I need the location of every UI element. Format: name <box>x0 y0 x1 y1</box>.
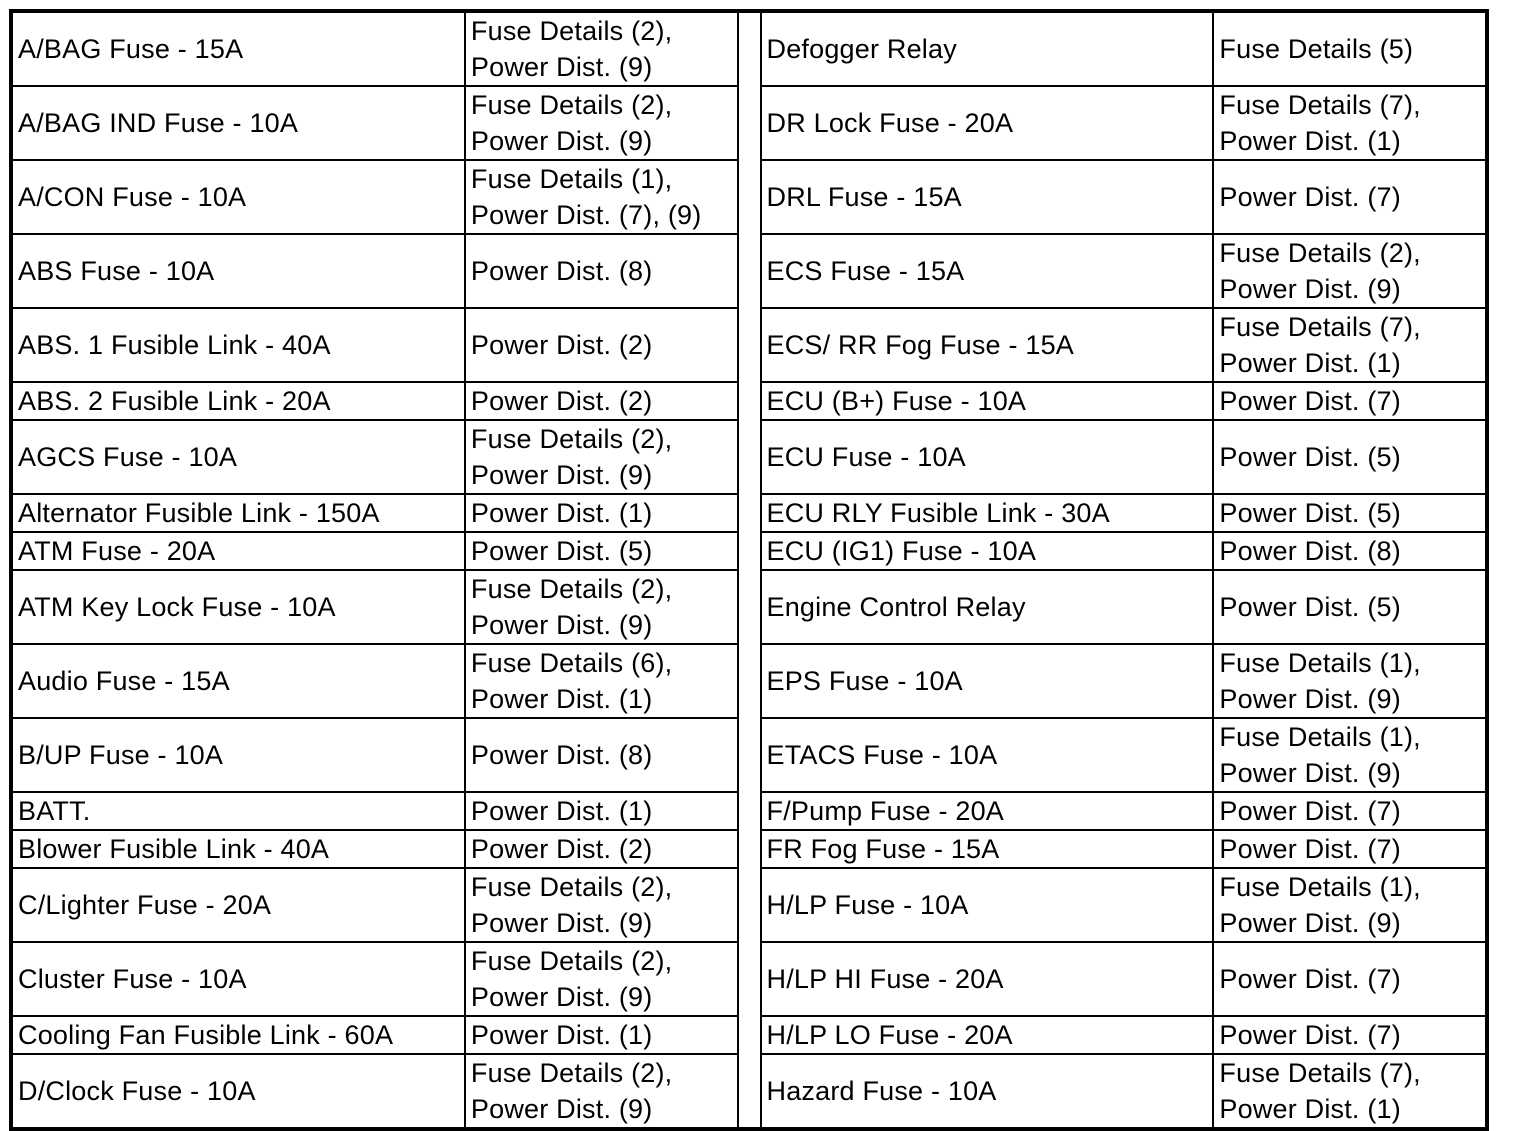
left-reference-cell: Fuse Details (2), Power Dist. (9) <box>465 86 739 160</box>
table-row <box>11 868 1487 942</box>
column-gap <box>738 494 760 532</box>
right-reference-cell: Power Dist. (7) <box>1213 382 1487 420</box>
table-row <box>11 1016 1487 1054</box>
column-gap <box>738 792 760 830</box>
left-reference-cell: Power Dist. (1) <box>465 792 739 830</box>
right-reference-cell: Power Dist. (7) <box>1213 1016 1487 1054</box>
right-circuit-cell: H/LP Fuse - 10A <box>761 868 1214 942</box>
right-circuit-cell: Hazard Fuse - 10A <box>761 1054 1214 1129</box>
left-circuit-cell: ABS Fuse - 10A <box>11 234 465 308</box>
table-row <box>11 718 1487 792</box>
column-gap <box>738 86 760 160</box>
column-gap <box>738 234 760 308</box>
left-reference-cell: Power Dist. (1) <box>465 494 739 532</box>
left-circuit-cell: A/BAG Fuse - 15A <box>11 11 465 86</box>
right-circuit-cell: H/LP LO Fuse - 20A <box>761 1016 1214 1054</box>
left-reference-cell: Fuse Details (2), Power Dist. (9) <box>465 868 739 942</box>
right-circuit-cell: EPS Fuse - 10A <box>761 644 1214 718</box>
left-circuit-cell: B/UP Fuse - 10A <box>11 718 465 792</box>
left-reference-cell: Fuse Details (2), Power Dist. (9) <box>465 942 739 1016</box>
right-circuit-cell: ECS Fuse - 15A <box>761 234 1214 308</box>
left-circuit-cell: ABS. 1 Fusible Link - 40A <box>11 308 465 382</box>
table-row <box>11 234 1487 308</box>
left-circuit-cell: Blower Fusible Link - 40A <box>11 830 465 868</box>
left-circuit-cell: ABS. 2 Fusible Link - 20A <box>11 382 465 420</box>
right-reference-cell: Fuse Details (1), Power Dist. (9) <box>1213 644 1487 718</box>
fuse-table-body <box>11 11 1487 1129</box>
column-gap <box>738 420 760 494</box>
column-gap <box>738 868 760 942</box>
left-reference-cell: Power Dist. (2) <box>465 830 739 868</box>
right-reference-cell: Power Dist. (7) <box>1213 160 1487 234</box>
column-gap <box>738 1054 760 1129</box>
column-gap <box>738 1016 760 1054</box>
right-circuit-cell: H/LP HI Fuse - 20A <box>761 942 1214 1016</box>
left-reference-cell: Power Dist. (8) <box>465 718 739 792</box>
table-row <box>11 644 1487 718</box>
left-reference-cell: Fuse Details (2), Power Dist. (9) <box>465 570 739 644</box>
right-circuit-cell: ETACS Fuse - 10A <box>761 718 1214 792</box>
left-reference-cell: Power Dist. (2) <box>465 382 739 420</box>
right-circuit-cell: Engine Control Relay <box>761 570 1214 644</box>
right-reference-cell: Power Dist. (5) <box>1213 570 1487 644</box>
column-gap <box>738 644 760 718</box>
left-reference-cell: Power Dist. (2) <box>465 308 739 382</box>
left-circuit-cell: Alternator Fusible Link - 150A <box>11 494 465 532</box>
right-reference-cell: Fuse Details (2), Power Dist. (9) <box>1213 234 1487 308</box>
right-circuit-cell: ECU Fuse - 10A <box>761 420 1214 494</box>
right-reference-cell: Power Dist. (5) <box>1213 420 1487 494</box>
left-circuit-cell: A/BAG IND Fuse - 10A <box>11 86 465 160</box>
table-row <box>11 160 1487 234</box>
left-circuit-cell: BATT. <box>11 792 465 830</box>
right-reference-cell: Fuse Details (7), Power Dist. (1) <box>1213 308 1487 382</box>
left-reference-cell: Fuse Details (2), Power Dist. (9) <box>465 11 739 86</box>
table-row <box>11 420 1487 494</box>
column-gap <box>738 830 760 868</box>
left-circuit-cell: AGCS Fuse - 10A <box>11 420 465 494</box>
table-row <box>11 86 1487 160</box>
table-row <box>11 494 1487 532</box>
left-reference-cell: Fuse Details (2), Power Dist. (9) <box>465 420 739 494</box>
right-circuit-cell: ECS/ RR Fog Fuse - 15A <box>761 308 1214 382</box>
column-gap <box>738 570 760 644</box>
left-circuit-cell: Cooling Fan Fusible Link - 60A <box>11 1016 465 1054</box>
table-row <box>11 792 1487 830</box>
right-circuit-cell: FR Fog Fuse - 15A <box>761 830 1214 868</box>
table-row <box>11 830 1487 868</box>
table-row <box>11 942 1487 1016</box>
left-circuit-cell: ATM Fuse - 20A <box>11 532 465 570</box>
right-reference-cell: Power Dist. (5) <box>1213 494 1487 532</box>
fuse-index-table <box>9 9 1489 1131</box>
right-reference-cell: Fuse Details (1), Power Dist. (9) <box>1213 868 1487 942</box>
right-reference-cell: Power Dist. (7) <box>1213 830 1487 868</box>
right-reference-cell: Fuse Details (1), Power Dist. (9) <box>1213 718 1487 792</box>
left-reference-cell: Power Dist. (5) <box>465 532 739 570</box>
right-circuit-cell: ECU (IG1) Fuse - 10A <box>761 532 1214 570</box>
right-circuit-cell: Defogger Relay <box>761 11 1214 86</box>
left-reference-cell: Fuse Details (6), Power Dist. (1) <box>465 644 739 718</box>
right-reference-cell: Fuse Details (7), Power Dist. (1) <box>1213 1054 1487 1129</box>
left-circuit-cell: ATM Key Lock Fuse - 10A <box>11 570 465 644</box>
column-gap <box>738 532 760 570</box>
left-circuit-cell: Cluster Fuse - 10A <box>11 942 465 1016</box>
right-reference-cell: Fuse Details (5) <box>1213 11 1487 86</box>
table-row <box>11 382 1487 420</box>
column-gap <box>738 382 760 420</box>
left-circuit-cell: D/Clock Fuse - 10A <box>11 1054 465 1129</box>
left-reference-cell: Fuse Details (1), Power Dist. (7), (9) <box>465 160 739 234</box>
right-circuit-cell: F/Pump Fuse - 20A <box>761 792 1214 830</box>
right-reference-cell: Power Dist. (7) <box>1213 792 1487 830</box>
column-gap <box>738 718 760 792</box>
left-circuit-cell: A/CON Fuse - 10A <box>11 160 465 234</box>
right-reference-cell: Power Dist. (8) <box>1213 532 1487 570</box>
right-circuit-cell: ECU RLY Fusible Link - 30A <box>761 494 1214 532</box>
left-reference-cell: Power Dist. (8) <box>465 234 739 308</box>
column-gap <box>738 11 760 86</box>
left-circuit-cell: C/Lighter Fuse - 20A <box>11 868 465 942</box>
right-reference-cell: Power Dist. (7) <box>1213 942 1487 1016</box>
column-gap <box>738 308 760 382</box>
left-circuit-cell: Audio Fuse - 15A <box>11 644 465 718</box>
right-circuit-cell: DR Lock Fuse - 20A <box>761 86 1214 160</box>
right-circuit-cell: DRL Fuse - 15A <box>761 160 1214 234</box>
left-reference-cell: Power Dist. (1) <box>465 1016 739 1054</box>
table-row <box>11 11 1487 86</box>
table-row <box>11 1054 1487 1129</box>
left-reference-cell: Fuse Details (2), Power Dist. (9) <box>465 1054 739 1129</box>
column-gap <box>738 160 760 234</box>
table-row <box>11 570 1487 644</box>
right-circuit-cell: ECU (B+) Fuse - 10A <box>761 382 1214 420</box>
table-row <box>11 308 1487 382</box>
table-row <box>11 532 1487 570</box>
right-reference-cell: Fuse Details (7), Power Dist. (1) <box>1213 86 1487 160</box>
column-gap <box>738 942 760 1016</box>
